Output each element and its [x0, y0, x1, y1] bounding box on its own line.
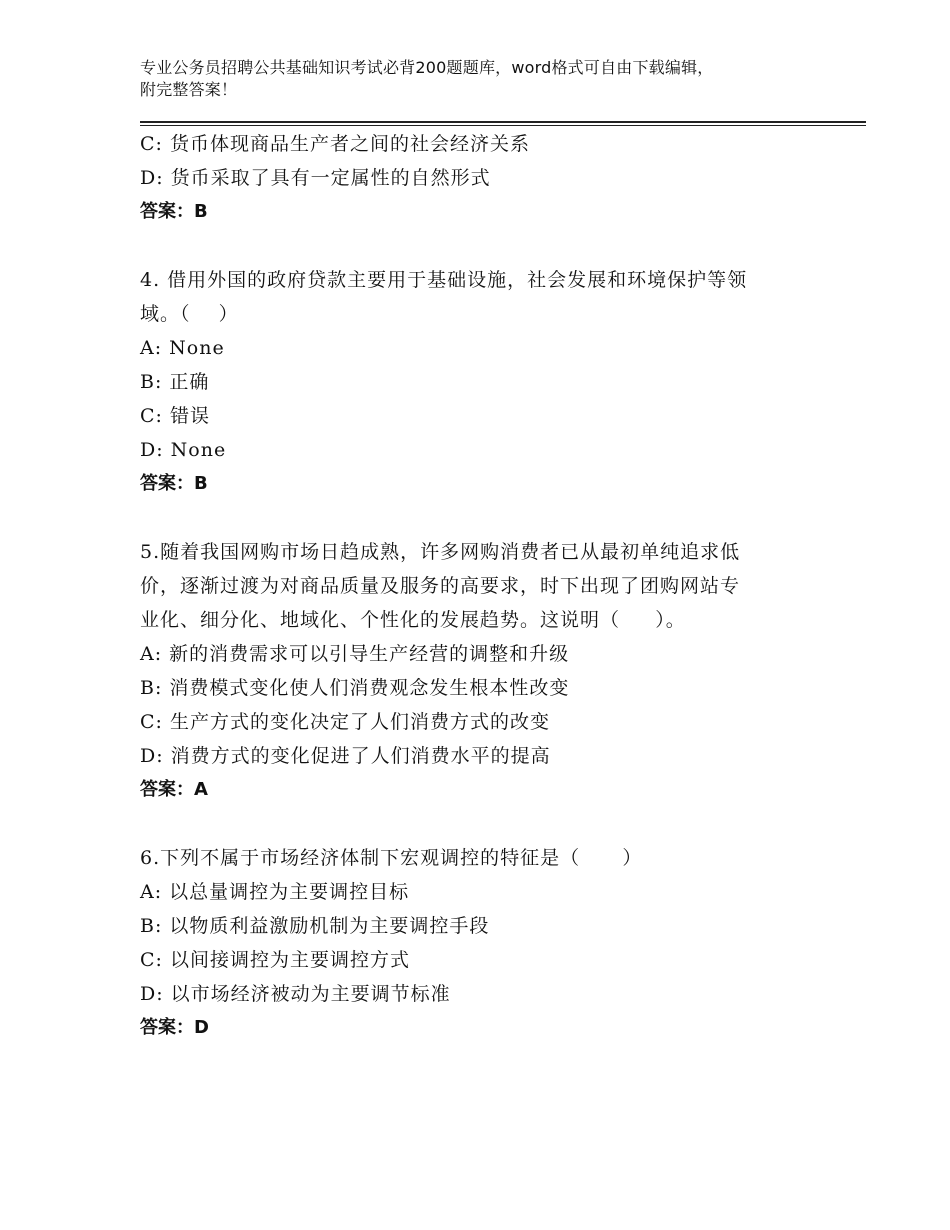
q5-stem-line-1: 5.随着我国网购市场日趋成熟，许多网购消费者已从最初单纯追求低 — [140, 541, 741, 563]
q4-option-d: D: None — [140, 439, 227, 461]
question-5 — [140, 535, 820, 807]
header-divider-thick — [140, 121, 866, 123]
spacer — [140, 229, 820, 263]
header-line-2: 附完整答案！ — [140, 80, 238, 99]
question-3-tail — [140, 127, 820, 229]
header-divider-thin — [140, 125, 866, 126]
q5-stem-line-3: 业化、细分化、地域化、个性化的发展趋势。这说明（ ）。 — [140, 609, 686, 631]
q3-option-c: C: 货币体现商品生产者之间的社会经济关系 — [140, 133, 530, 155]
q5-answer: 答案：A — [140, 779, 208, 800]
q4-stem-line-2: 域。（ ） — [140, 303, 239, 325]
question-list — [140, 127, 820, 1045]
q5-stem-line-2: 价，逐渐过渡为对商品质量及服务的高要求，时下出现了团购网站专 — [140, 575, 741, 597]
question-6 — [140, 841, 820, 1045]
q5-option-c: C: 生产方式的变化决定了人们消费方式的改变 — [140, 711, 550, 733]
q4-option-b: B: 正确 — [140, 371, 210, 393]
q4-option-c: C: 错误 — [140, 405, 210, 427]
q6-option-b: B: 以物质利益激励机制为主要调控手段 — [140, 915, 490, 937]
q5-option-d: D: 消费方式的变化促进了人们消费水平的提高 — [140, 745, 551, 767]
question-4 — [140, 263, 820, 501]
q6-stem-line-1: 6.下列不属于市场经济体制下宏观调控的特征是（ ） — [140, 847, 643, 869]
q5-option-a: A: 新的消费需求可以引导生产经营的调整和升级 — [140, 643, 570, 665]
spacer — [140, 807, 820, 841]
q3-answer: 答案：B — [140, 201, 208, 222]
page-header — [140, 57, 820, 101]
q6-option-d: D: 以市场经济被动为主要调节标准 — [140, 983, 451, 1005]
q6-option-c: C: 以间接调控为主要调控方式 — [140, 949, 410, 971]
spacer — [140, 501, 820, 535]
q6-answer: 答案：D — [140, 1017, 209, 1038]
q5-option-b: B: 消费模式变化使人们消费观念发生根本性改变 — [140, 677, 570, 699]
q4-stem-line-1: 4. 借用外国的政府贷款主要用于基础设施，社会发展和环境保护等领 — [140, 269, 748, 291]
header-line-1: 专业公务员招聘公共基础知识考试必背200题题库，word格式可自由下载编辑， — [140, 58, 714, 77]
q6-option-a: A: 以总量调控为主要调控目标 — [140, 881, 410, 903]
q3-option-d: D: 货币采取了具有一定属性的自然形式 — [140, 167, 491, 189]
q4-answer: 答案：B — [140, 473, 208, 494]
q4-option-a: A: None — [140, 337, 225, 359]
